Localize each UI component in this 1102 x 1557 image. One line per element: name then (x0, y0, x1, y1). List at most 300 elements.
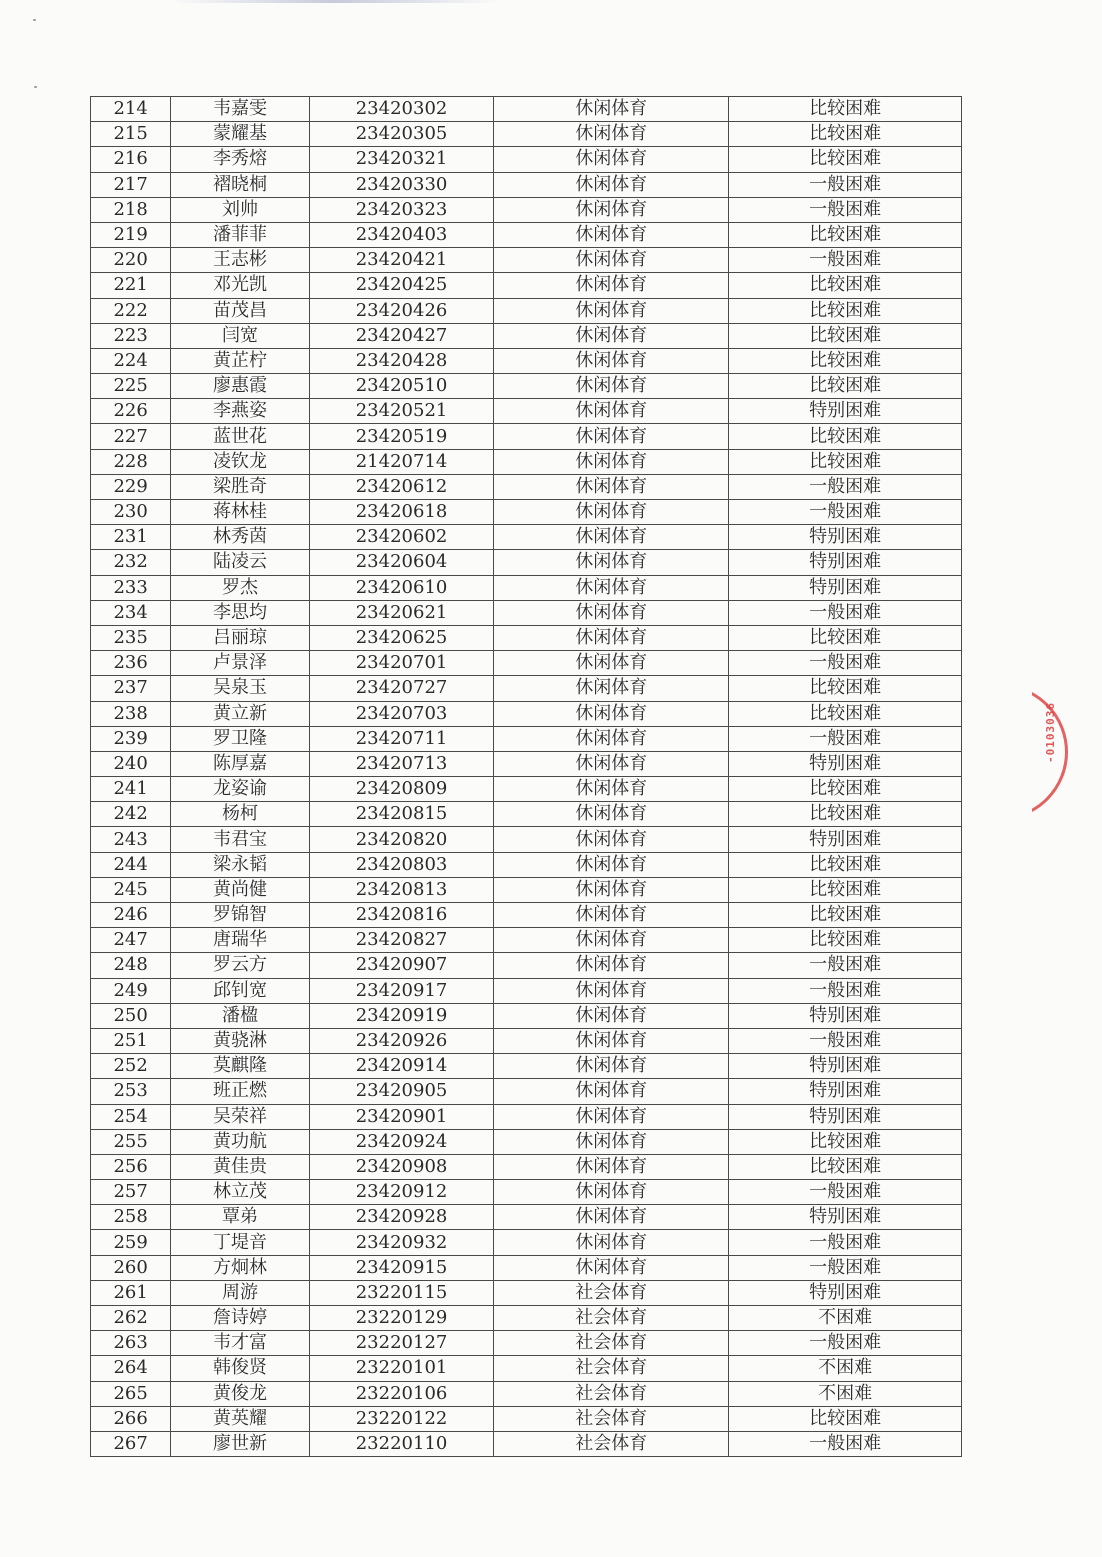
table-row (91, 1255, 962, 1280)
major: 休闲体育 (494, 1104, 729, 1129)
student-name: 韩俊贤 (171, 1356, 309, 1381)
student-id: 23420827 (309, 928, 494, 953)
student-name: 莫麒隆 (171, 1054, 309, 1079)
row-number: 215 (91, 122, 171, 147)
difficulty-level: 比较困难 (729, 903, 962, 928)
student-name: 苗茂昌 (171, 298, 309, 323)
student-id: 23420815 (309, 802, 494, 827)
difficulty-level: 比较困难 (729, 852, 962, 877)
difficulty-level: 不困难 (729, 1381, 962, 1406)
table-row (91, 1280, 962, 1305)
table-row (91, 1054, 962, 1079)
table-row (91, 1129, 962, 1154)
difficulty-level: 一般困难 (729, 1255, 962, 1280)
student-name: 黄尚健 (171, 877, 309, 902)
difficulty-level: 比较困难 (729, 348, 962, 373)
student-id: 23420932 (309, 1230, 494, 1255)
student-name: 杨柯 (171, 802, 309, 827)
table-row (91, 298, 962, 323)
student-name: 罗卫隆 (171, 726, 309, 751)
student-id: 23220122 (309, 1406, 494, 1431)
student-name: 林秀茵 (171, 525, 309, 550)
difficulty-level: 比较困难 (729, 147, 962, 172)
student-id: 23420917 (309, 978, 494, 1003)
major: 休闲体育 (494, 248, 729, 273)
student-name: 黄芷柠 (171, 348, 309, 373)
difficulty-level: 一般困难 (729, 172, 962, 197)
row-number: 228 (91, 449, 171, 474)
student-name: 刘帅 (171, 197, 309, 222)
major: 休闲体育 (494, 827, 729, 852)
major: 社会体育 (494, 1356, 729, 1381)
row-number: 225 (91, 374, 171, 399)
difficulty-level: 比较困难 (729, 97, 962, 122)
student-id: 23420428 (309, 348, 494, 373)
major: 休闲体育 (494, 97, 729, 122)
table-row (91, 1356, 962, 1381)
major: 休闲体育 (494, 978, 729, 1003)
major: 休闲体育 (494, 122, 729, 147)
table-row (91, 1381, 962, 1406)
row-number: 222 (91, 298, 171, 323)
table-row (91, 197, 962, 222)
scan-speck (33, 19, 36, 21)
student-id: 23420621 (309, 600, 494, 625)
table-row (91, 273, 962, 298)
difficulty-level: 比较困难 (729, 374, 962, 399)
student-name: 蒙耀基 (171, 122, 309, 147)
student-id: 23420912 (309, 1180, 494, 1205)
table-row (91, 374, 962, 399)
table-row (91, 122, 962, 147)
difficulty-level: 比较困难 (729, 273, 962, 298)
row-number: 231 (91, 525, 171, 550)
major: 休闲体育 (494, 751, 729, 776)
student-id: 23420321 (309, 147, 494, 172)
student-id: 23420915 (309, 1255, 494, 1280)
student-name: 廖惠霞 (171, 374, 309, 399)
student-id: 23420820 (309, 827, 494, 852)
student-id: 23420519 (309, 424, 494, 449)
row-number: 230 (91, 500, 171, 525)
student-id: 23420905 (309, 1079, 494, 1104)
table-row (91, 903, 962, 928)
row-number: 248 (91, 953, 171, 978)
row-number: 227 (91, 424, 171, 449)
row-number: 258 (91, 1205, 171, 1230)
major: 休闲体育 (494, 1028, 729, 1053)
row-number: 267 (91, 1431, 171, 1456)
student-id: 23220101 (309, 1356, 494, 1381)
row-number: 217 (91, 172, 171, 197)
row-number: 247 (91, 928, 171, 953)
major: 休闲体育 (494, 172, 729, 197)
major: 休闲体育 (494, 1079, 729, 1104)
major: 休闲体育 (494, 399, 729, 424)
table-row (91, 1079, 962, 1104)
difficulty-level: 比较困难 (729, 676, 962, 701)
row-number: 229 (91, 474, 171, 499)
row-number: 238 (91, 701, 171, 726)
table-body (91, 97, 962, 1457)
student-id: 23220115 (309, 1280, 494, 1305)
difficulty-level: 特别困难 (729, 550, 962, 575)
student-id: 23420323 (309, 197, 494, 222)
student-id: 23420713 (309, 751, 494, 776)
table-row (91, 525, 962, 550)
row-number: 266 (91, 1406, 171, 1431)
student-id: 23420330 (309, 172, 494, 197)
row-number: 216 (91, 147, 171, 172)
student-name: 覃弟 (171, 1205, 309, 1230)
difficulty-level: 比较困难 (729, 701, 962, 726)
student-name: 吕丽琼 (171, 625, 309, 650)
major: 休闲体育 (494, 625, 729, 650)
student-id: 23420924 (309, 1129, 494, 1154)
difficulty-level: 特别困难 (729, 525, 962, 550)
student-id: 23420425 (309, 273, 494, 298)
difficulty-level: 比较困难 (729, 424, 962, 449)
difficulty-level: 一般困难 (729, 1431, 962, 1456)
difficulty-level: 比较困难 (729, 222, 962, 247)
row-number: 243 (91, 827, 171, 852)
row-number: 240 (91, 751, 171, 776)
student-name: 李秀熔 (171, 147, 309, 172)
difficulty-level: 比较困难 (729, 625, 962, 650)
major: 休闲体育 (494, 424, 729, 449)
difficulty-level: 特别困难 (729, 1280, 962, 1305)
table-row (91, 651, 962, 676)
major: 休闲体育 (494, 575, 729, 600)
table-row (91, 575, 962, 600)
table-row (91, 751, 962, 776)
red-stamp-seal (1032, 684, 1072, 820)
table-row (91, 600, 962, 625)
difficulty-level: 一般困难 (729, 500, 962, 525)
row-number: 259 (91, 1230, 171, 1255)
row-number: 223 (91, 323, 171, 348)
table-row (91, 928, 962, 953)
student-name: 罗杰 (171, 575, 309, 600)
major: 休闲体育 (494, 323, 729, 348)
difficulty-level: 特别困难 (729, 399, 962, 424)
table-row (91, 625, 962, 650)
student-id: 23420426 (309, 298, 494, 323)
major: 休闲体育 (494, 500, 729, 525)
major: 休闲体育 (494, 1003, 729, 1028)
stamp-serial: -0103036 (1044, 702, 1057, 763)
difficulty-level: 特别困难 (729, 1003, 962, 1028)
difficulty-level: 比较困难 (729, 802, 962, 827)
difficulty-level: 比较困难 (729, 1406, 962, 1431)
table-row (91, 1104, 962, 1129)
difficulty-level: 一般困难 (729, 953, 962, 978)
student-id: 23420510 (309, 374, 494, 399)
major: 休闲体育 (494, 525, 729, 550)
major: 休闲体育 (494, 600, 729, 625)
table-row (91, 399, 962, 424)
student-id: 23420602 (309, 525, 494, 550)
major: 休闲体育 (494, 1154, 729, 1179)
row-number: 254 (91, 1104, 171, 1129)
table-row (91, 852, 962, 877)
major: 休闲体育 (494, 348, 729, 373)
difficulty-level: 特别困难 (729, 1079, 962, 1104)
student-name: 梁永韬 (171, 852, 309, 877)
student-name: 潘菲菲 (171, 222, 309, 247)
table-row (91, 726, 962, 751)
student-name: 蓝世花 (171, 424, 309, 449)
student-table (90, 96, 962, 1457)
row-number: 244 (91, 852, 171, 877)
student-id: 23420809 (309, 777, 494, 802)
major: 休闲体育 (494, 726, 729, 751)
student-name: 凌钦龙 (171, 449, 309, 474)
difficulty-level: 特别困难 (729, 751, 962, 776)
difficulty-level: 比较困难 (729, 323, 962, 348)
difficulty-level: 比较困难 (729, 122, 962, 147)
row-number: 257 (91, 1180, 171, 1205)
major: 休闲体育 (494, 147, 729, 172)
student-id: 21420714 (309, 449, 494, 474)
student-name: 黄俊龙 (171, 1381, 309, 1406)
student-name: 周游 (171, 1280, 309, 1305)
major: 休闲体育 (494, 1180, 729, 1205)
student-name: 蒋林桂 (171, 500, 309, 525)
table-row (91, 701, 962, 726)
student-id: 23420610 (309, 575, 494, 600)
table-row (91, 1331, 962, 1356)
student-id: 23420521 (309, 399, 494, 424)
table-row (91, 1028, 962, 1053)
row-number: 235 (91, 625, 171, 650)
major: 休闲体育 (494, 1205, 729, 1230)
student-id: 23420816 (309, 903, 494, 928)
difficulty-level: 一般困难 (729, 726, 962, 751)
row-number: 220 (91, 248, 171, 273)
student-name: 李思均 (171, 600, 309, 625)
student-name: 林立茂 (171, 1180, 309, 1205)
student-id: 23420612 (309, 474, 494, 499)
row-number: 262 (91, 1306, 171, 1331)
major: 休闲体育 (494, 852, 729, 877)
row-number: 251 (91, 1028, 171, 1053)
student-id: 23220127 (309, 1331, 494, 1356)
table-row (91, 953, 962, 978)
table-row (91, 1230, 962, 1255)
student-name: 韦君宝 (171, 827, 309, 852)
student-id: 23420919 (309, 1003, 494, 1028)
major: 休闲体育 (494, 374, 729, 399)
student-name: 詹诗婷 (171, 1306, 309, 1331)
student-id: 23420403 (309, 222, 494, 247)
difficulty-level: 比较困难 (729, 777, 962, 802)
student-id: 23420803 (309, 852, 494, 877)
major: 休闲体育 (494, 1230, 729, 1255)
difficulty-level: 一般困难 (729, 474, 962, 499)
major: 休闲体育 (494, 1129, 729, 1154)
difficulty-level: 比较困难 (729, 449, 962, 474)
table-row (91, 1003, 962, 1028)
table-row (91, 550, 962, 575)
row-number: 264 (91, 1356, 171, 1381)
student-name: 龙姿谕 (171, 777, 309, 802)
difficulty-level: 特别困难 (729, 575, 962, 600)
student-id: 23420727 (309, 676, 494, 701)
table-row (91, 500, 962, 525)
difficulty-level: 一般困难 (729, 978, 962, 1003)
major: 休闲体育 (494, 701, 729, 726)
row-number: 236 (91, 651, 171, 676)
row-number: 256 (91, 1154, 171, 1179)
table-row (91, 323, 962, 348)
row-number: 224 (91, 348, 171, 373)
row-number: 265 (91, 1381, 171, 1406)
student-id: 23420908 (309, 1154, 494, 1179)
scan-speck (34, 86, 37, 88)
difficulty-level: 特别困难 (729, 1205, 962, 1230)
student-id: 23420907 (309, 953, 494, 978)
table-row (91, 1431, 962, 1456)
student-id: 23420701 (309, 651, 494, 676)
difficulty-level: 不困难 (729, 1356, 962, 1381)
difficulty-level: 特别困难 (729, 827, 962, 852)
table-row (91, 802, 962, 827)
student-id: 23420421 (309, 248, 494, 273)
table-row (91, 676, 962, 701)
major: 休闲体育 (494, 877, 729, 902)
row-number: 260 (91, 1255, 171, 1280)
major: 休闲体育 (494, 1054, 729, 1079)
student-id: 23420305 (309, 122, 494, 147)
table-row (91, 1406, 962, 1431)
difficulty-level: 特别困难 (729, 1054, 962, 1079)
major: 休闲体育 (494, 197, 729, 222)
row-number: 237 (91, 676, 171, 701)
student-id: 23420618 (309, 500, 494, 525)
table-row (91, 1306, 962, 1331)
major: 休闲体育 (494, 474, 729, 499)
major: 休闲体育 (494, 298, 729, 323)
student-name: 邓光凯 (171, 273, 309, 298)
major: 休闲体育 (494, 449, 729, 474)
difficulty-level: 特别困难 (729, 1104, 962, 1129)
student-name: 陆凌云 (171, 550, 309, 575)
student-id: 23220110 (309, 1431, 494, 1456)
difficulty-level: 比较困难 (729, 1129, 962, 1154)
table-row (91, 172, 962, 197)
student-name: 吴荣祥 (171, 1104, 309, 1129)
student-id: 23220106 (309, 1381, 494, 1406)
difficulty-level: 比较困难 (729, 1154, 962, 1179)
difficulty-level: 一般困难 (729, 197, 962, 222)
student-name: 罗锦智 (171, 903, 309, 928)
major: 社会体育 (494, 1306, 729, 1331)
student-name: 黄立新 (171, 701, 309, 726)
table-row (91, 449, 962, 474)
difficulty-level: 比较困难 (729, 877, 962, 902)
student-id: 23420901 (309, 1104, 494, 1129)
major: 休闲体育 (494, 903, 729, 928)
student-id: 23420703 (309, 701, 494, 726)
row-number: 255 (91, 1129, 171, 1154)
major: 休闲体育 (494, 676, 729, 701)
major: 社会体育 (494, 1331, 729, 1356)
major: 休闲体育 (494, 928, 729, 953)
major: 休闲体育 (494, 273, 729, 298)
student-name: 陈厚嘉 (171, 751, 309, 776)
row-number: 250 (91, 1003, 171, 1028)
row-number: 241 (91, 777, 171, 802)
row-number: 232 (91, 550, 171, 575)
major: 休闲体育 (494, 777, 729, 802)
student-id: 23220129 (309, 1306, 494, 1331)
major: 社会体育 (494, 1431, 729, 1456)
major: 社会体育 (494, 1406, 729, 1431)
table-row (91, 827, 962, 852)
table-row (91, 248, 962, 273)
student-name: 吴泉玉 (171, 676, 309, 701)
scan-top-mark (170, 0, 500, 3)
table-row (91, 1154, 962, 1179)
table-row (91, 1180, 962, 1205)
difficulty-level: 一般困难 (729, 600, 962, 625)
row-number: 263 (91, 1331, 171, 1356)
student-id: 23420427 (309, 323, 494, 348)
major: 休闲体育 (494, 550, 729, 575)
row-number: 253 (91, 1079, 171, 1104)
student-name: 丁堤音 (171, 1230, 309, 1255)
table-row (91, 222, 962, 247)
student-id: 23420914 (309, 1054, 494, 1079)
student-id: 23420926 (309, 1028, 494, 1053)
student-id: 23420928 (309, 1205, 494, 1230)
row-number: 252 (91, 1054, 171, 1079)
student-name: 闫宽 (171, 323, 309, 348)
difficulty-level: 比较困难 (729, 928, 962, 953)
student-name: 黄功航 (171, 1129, 309, 1154)
table-row (91, 1205, 962, 1230)
student-name: 邱钊宽 (171, 978, 309, 1003)
student-name: 唐瑞华 (171, 928, 309, 953)
student-name: 班正燃 (171, 1079, 309, 1104)
student-name: 李燕姿 (171, 399, 309, 424)
student-name: 黄英耀 (171, 1406, 309, 1431)
student-id: 23420813 (309, 877, 494, 902)
difficulty-level: 不困难 (729, 1306, 962, 1331)
major: 休闲体育 (494, 953, 729, 978)
difficulty-level: 比较困难 (729, 298, 962, 323)
row-number: 214 (91, 97, 171, 122)
major: 休闲体育 (494, 802, 729, 827)
table-row (91, 424, 962, 449)
row-number: 219 (91, 222, 171, 247)
student-name: 韦才富 (171, 1331, 309, 1356)
student-name: 王志彬 (171, 248, 309, 273)
table-row (91, 147, 962, 172)
student-id: 23420302 (309, 97, 494, 122)
table-row (91, 777, 962, 802)
student-name: 黄佳贵 (171, 1154, 309, 1179)
major: 休闲体育 (494, 222, 729, 247)
student-id: 23420711 (309, 726, 494, 751)
difficulty-level: 一般困难 (729, 1230, 962, 1255)
student-name: 罗云方 (171, 953, 309, 978)
difficulty-level: 一般困难 (729, 1331, 962, 1356)
row-number: 226 (91, 399, 171, 424)
row-number: 242 (91, 802, 171, 827)
student-id: 23420604 (309, 550, 494, 575)
